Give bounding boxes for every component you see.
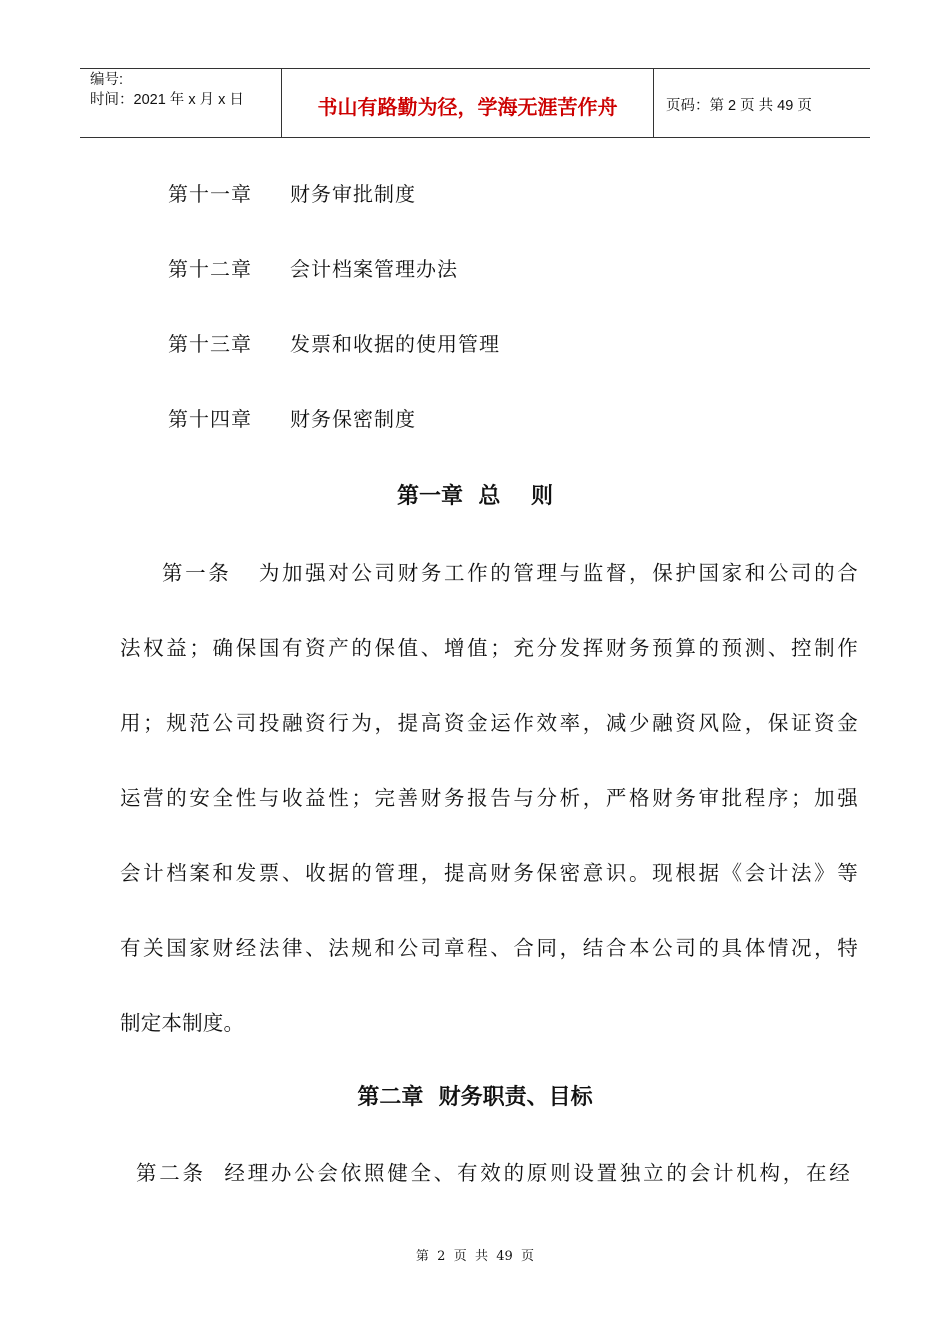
- header-page-number: 页码：第 2 页 共 49 页: [666, 97, 812, 114]
- toc-chapter: 第十一章: [168, 182, 252, 206]
- toc-entry: [168, 403, 416, 432]
- paragraph-line: 法权益；确保国有资产的保值、增值；充分发挥财务预算的预测、控制作: [120, 636, 858, 660]
- toc-title: 财务保密制度: [290, 407, 416, 431]
- document-date: 时间：2021 年 x 月 x 日: [90, 92, 244, 108]
- toc-chapter: 第十四章: [168, 407, 252, 431]
- header-meta: [80, 69, 282, 137]
- document-number: 编号:: [90, 72, 124, 88]
- paragraph-line: 运营的安全性与收益性；完善财务报告与分析，严格财务审批程序；加强: [120, 786, 858, 810]
- page-footer: 第 2 页 共 49 页: [415, 1249, 535, 1264]
- paragraph-line: 用；规范公司投融资行为，提高资金运作效率，减少融资风险，保证资金: [120, 711, 858, 735]
- chapter-heading: 第一章 总 则: [397, 484, 553, 509]
- toc-title: 会计档案管理办法: [290, 257, 458, 281]
- paragraph-line: 会计档案和发票、收据的管理，提高财务保密意识。现根据《会计法》等: [120, 861, 858, 885]
- toc-entry: [168, 328, 500, 357]
- paragraph-line: 第一条 为加强对公司财务工作的管理与监督，保护国家和公司的合: [162, 561, 858, 585]
- paragraph-line: 有关国家财经法律、法规和公司章程、合同，结合本公司的具体情况，特: [120, 936, 858, 960]
- paragraph-line: 第二条 经理办公会依照健全、有效的原则设置独立的会计机构，在经: [136, 1161, 850, 1185]
- toc-chapter: 第十二章: [168, 257, 252, 281]
- toc-title: 财务审批制度: [290, 182, 416, 206]
- chapter-heading: 第二章 财务职责、目标: [357, 1085, 593, 1110]
- toc-title: 发票和收据的使用管理: [290, 332, 500, 356]
- header-table: [80, 68, 870, 138]
- paragraph-line: 制定本制度。: [120, 1011, 245, 1035]
- toc-chapter: 第十三章: [168, 332, 252, 356]
- header-motto: 书山有路勤为径，学海无涯苦作舟: [282, 69, 654, 137]
- toc-entry: [168, 178, 416, 207]
- toc-entry: [168, 253, 458, 282]
